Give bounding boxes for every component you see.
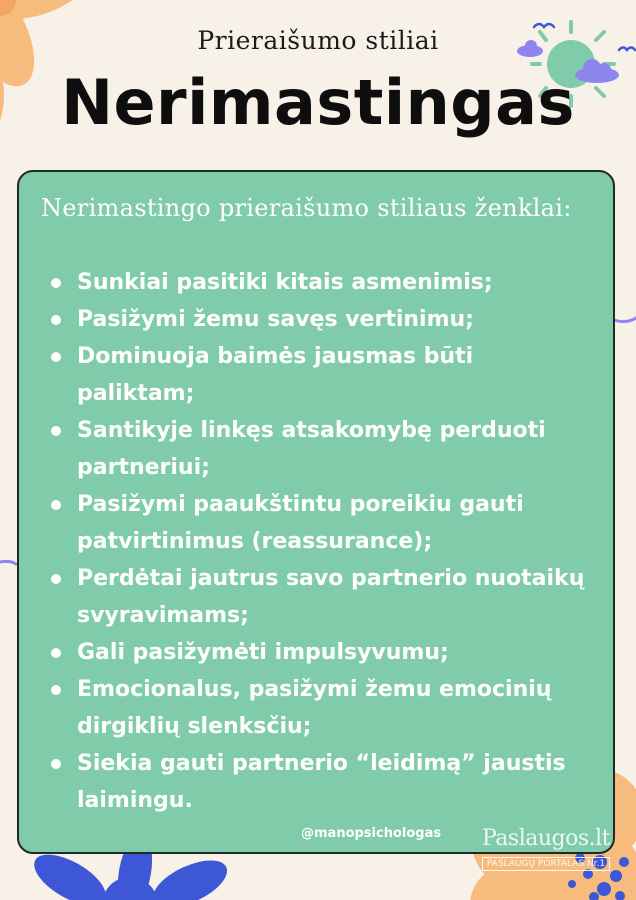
list-item: Emocionalus, pasižymi žemu emocinių dirgiklių slenksčiu;	[51, 671, 591, 745]
brand-tagline: PASLAUGŲ PORTALAS Nr.1	[482, 857, 610, 871]
list-item: Sunkiai pasitiki kitais asmenimis;	[51, 264, 591, 301]
squiggle-line-right	[614, 318, 636, 322]
bullet-icon	[51, 648, 61, 658]
bullet-icon	[51, 278, 61, 288]
list-item: Santikyje linkęs atsakomybę perduoti partneriui;	[51, 412, 591, 486]
card-heading: Nerimastingo prieraišumo stiliaus ženklai:	[41, 194, 572, 222]
signs-card	[17, 170, 615, 854]
bullet-icon	[51, 685, 61, 695]
brand-watermark	[472, 826, 620, 871]
bullet-icon	[51, 352, 61, 362]
bullet-icon	[51, 500, 61, 510]
list-item: Gali pasižymėti impulsyvumu;	[51, 634, 591, 671]
page-subtitle: Prieraišumo stiliai	[197, 26, 439, 55]
bullet-icon	[51, 574, 61, 584]
bullet-icon	[51, 426, 61, 436]
squiggle-line-left	[0, 561, 16, 564]
list-item: Perdėtai jautrus savo partnerio nuotaikų svyravimams;	[51, 560, 591, 634]
bullet-icon	[51, 315, 61, 325]
signs-list	[51, 264, 591, 819]
page-title: Nerimastingas	[61, 66, 575, 139]
bullet-icon	[51, 759, 61, 769]
list-item: Pasižymi paaukštintu poreikiu gauti patvirtinimus (reassurance);	[51, 486, 591, 560]
social-handle: @manopsichologas	[301, 826, 442, 841]
brand-name: Paslaugos.lt	[481, 826, 611, 851]
list-item: Siekia gauti partnerio “leidimą” jaustis laimingu.	[51, 745, 591, 819]
list-item: Pasižymi žemu savęs vertinimu;	[51, 301, 591, 338]
list-item: Dominuoja baimės jausmas būti paliktam;	[51, 338, 591, 412]
